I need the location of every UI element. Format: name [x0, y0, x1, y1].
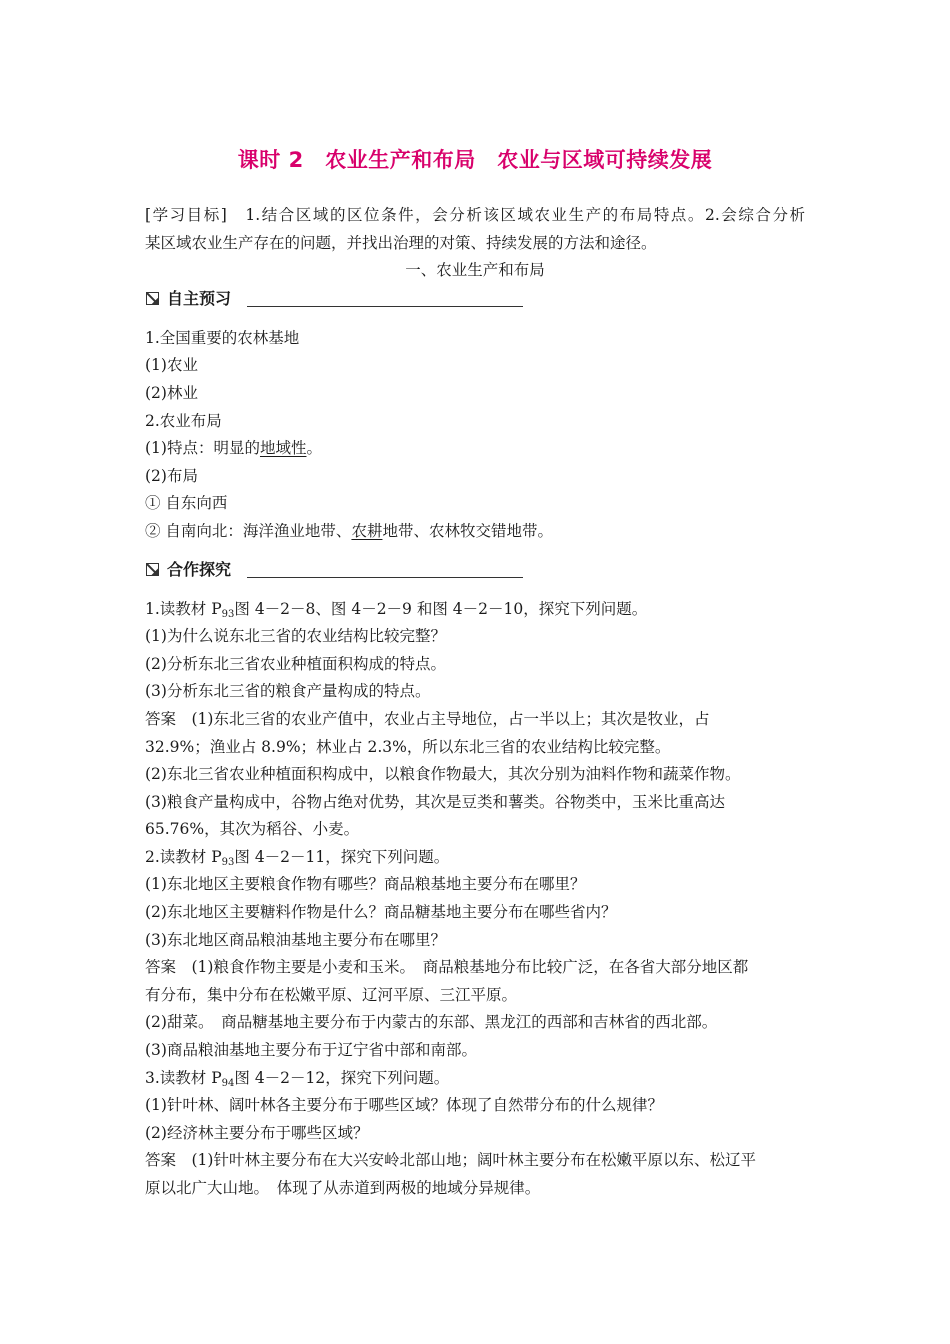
- page-title: 课时 2 农业生产和布局 农业与区域可持续发展: [237, 148, 713, 172]
- section-label: 自主预习: [167, 288, 232, 308]
- text-line: 1.全国重要的农林基地: [145, 328, 300, 347]
- text-line: (1)针叶林、阔叶林各主要分布于哪些区域？体现了自然带分布的什么规律？: [145, 1096, 663, 1115]
- answer-line: (2)甜菜。 商品糖基地主要分布于内蒙古的东部、黑龙江的西部和吉林省的西北部。: [145, 1013, 718, 1032]
- text-line: (3)分析东北三省的粮食产量构成的特点。: [145, 682, 431, 701]
- answer-line: 原以北广大山地。 体现了从赤道到两极的地域分异规律。: [145, 1179, 541, 1197]
- page-subscript: 94: [221, 1077, 235, 1089]
- learning-goals-line-2: 某区域农业生产存在的问题，并找出治理的对策、持续发展的方法和途径。: [145, 233, 657, 252]
- text-segment: 。: [306, 439, 322, 458]
- answer-line: 65.76%，其次为稻谷、小麦。: [145, 820, 360, 839]
- fill-in-answer: 地域性: [259, 439, 307, 458]
- page-subscript: 93: [221, 608, 235, 620]
- section-header-explore: [145, 556, 805, 584]
- text-line: ① 自东向西: [145, 494, 228, 513]
- text-line: (1)为什么说东北三省的农业结构比较完整？: [145, 627, 446, 646]
- text-segment: 图 4－2－11，探究下列问题。: [234, 847, 450, 866]
- answer-line: (3)粮食产量构成中，谷物占绝对优势，其次是豆类和薯类。谷物类中，玉米比重高达: [145, 792, 725, 811]
- text-line: (1)农业: [145, 356, 198, 375]
- section-rule: [247, 306, 523, 307]
- text-line: (2)经济林主要分布于哪些区域？: [145, 1123, 369, 1142]
- answer-line: 答案 (1)粮食作物主要是小麦和玉米。 商品粮基地分布比较广泛，在各省大部分地区都: [145, 958, 749, 977]
- answer-line: 答案 (1)针叶林主要分布在大兴安岭北部山地；阔叶林主要分布在松嫩平原以东、松辽平: [145, 1151, 756, 1170]
- text-segment: 图 4－2－12，探究下列问题。: [234, 1068, 450, 1087]
- answer-line: (3)商品粮油基地主要分布于辽宁省中部和南部。: [145, 1041, 477, 1060]
- section-marker-icon: [146, 292, 159, 305]
- text-line: (3)东北地区商品粮油基地主要分布在哪里？: [145, 930, 446, 949]
- text-line: (1)东北地区主要粮食作物有哪些？商品粮基地主要分布在哪里？: [145, 875, 586, 894]
- text-segment: 1.读教材 P: [145, 599, 222, 618]
- text-line: (2)东北地区主要糖料作物是什么？商品糖基地主要分布在哪些省内？: [145, 903, 617, 922]
- section-header-preview: [145, 285, 805, 313]
- section-marker-icon: [146, 563, 159, 576]
- question-3: [145, 1065, 805, 1093]
- text-line: [145, 435, 805, 463]
- text-segment: ② 自南向北：海洋渔业地带、: [145, 521, 352, 540]
- text-segment: 2.读教材 P: [145, 847, 222, 866]
- text-segment: 图 4－2－8、图 4－2－9 和图 4－2－10，探究下列问题。: [234, 599, 648, 618]
- page-subscript: 93: [221, 856, 235, 868]
- text-line: 2.农业布局: [145, 411, 222, 430]
- answer-line: 有分布，集中分布在松嫩平原、辽河平原、三江平原。: [145, 985, 518, 1004]
- question-1: [145, 596, 805, 624]
- text-segment: 地带、农林牧交错地带。: [382, 521, 553, 540]
- text-segment: (1)特点：明显的: [145, 439, 260, 458]
- part-heading: 一、农业生产和布局: [405, 261, 545, 280]
- answer-line: 32.9%；渔业占 8.9%；林业占 2.3%，所以东北三省的农业结构比较完整。: [145, 737, 671, 756]
- text-line: (2)林业: [145, 383, 198, 402]
- learning-goals-line-1: [学习目标] 1.结合区域的区位条件，会分析该区域农业生产的布局特点。2.会综合分析: [145, 206, 805, 224]
- fill-in-answer: 农耕: [351, 521, 383, 540]
- question-2: [145, 844, 805, 872]
- section-rule: [247, 577, 523, 578]
- section-label: 合作探究: [167, 559, 232, 579]
- text-line: (2)分析东北三省农业种植面积构成的特点。: [145, 654, 446, 673]
- document-body: [145, 202, 805, 1203]
- answer-line: (2)东北三省农业种植面积构成中，以粮食作物最大，其次分别为油料作物和蔬菜作物。: [145, 765, 741, 784]
- text-line: (2)布局: [145, 466, 198, 485]
- answer-line: 答案 (1)东北三省的农业产值中，农业占主导地位，占一半以上；其次是牧业，占: [145, 709, 710, 728]
- text-segment: 3.读教材 P: [145, 1068, 222, 1087]
- text-line: [145, 518, 805, 546]
